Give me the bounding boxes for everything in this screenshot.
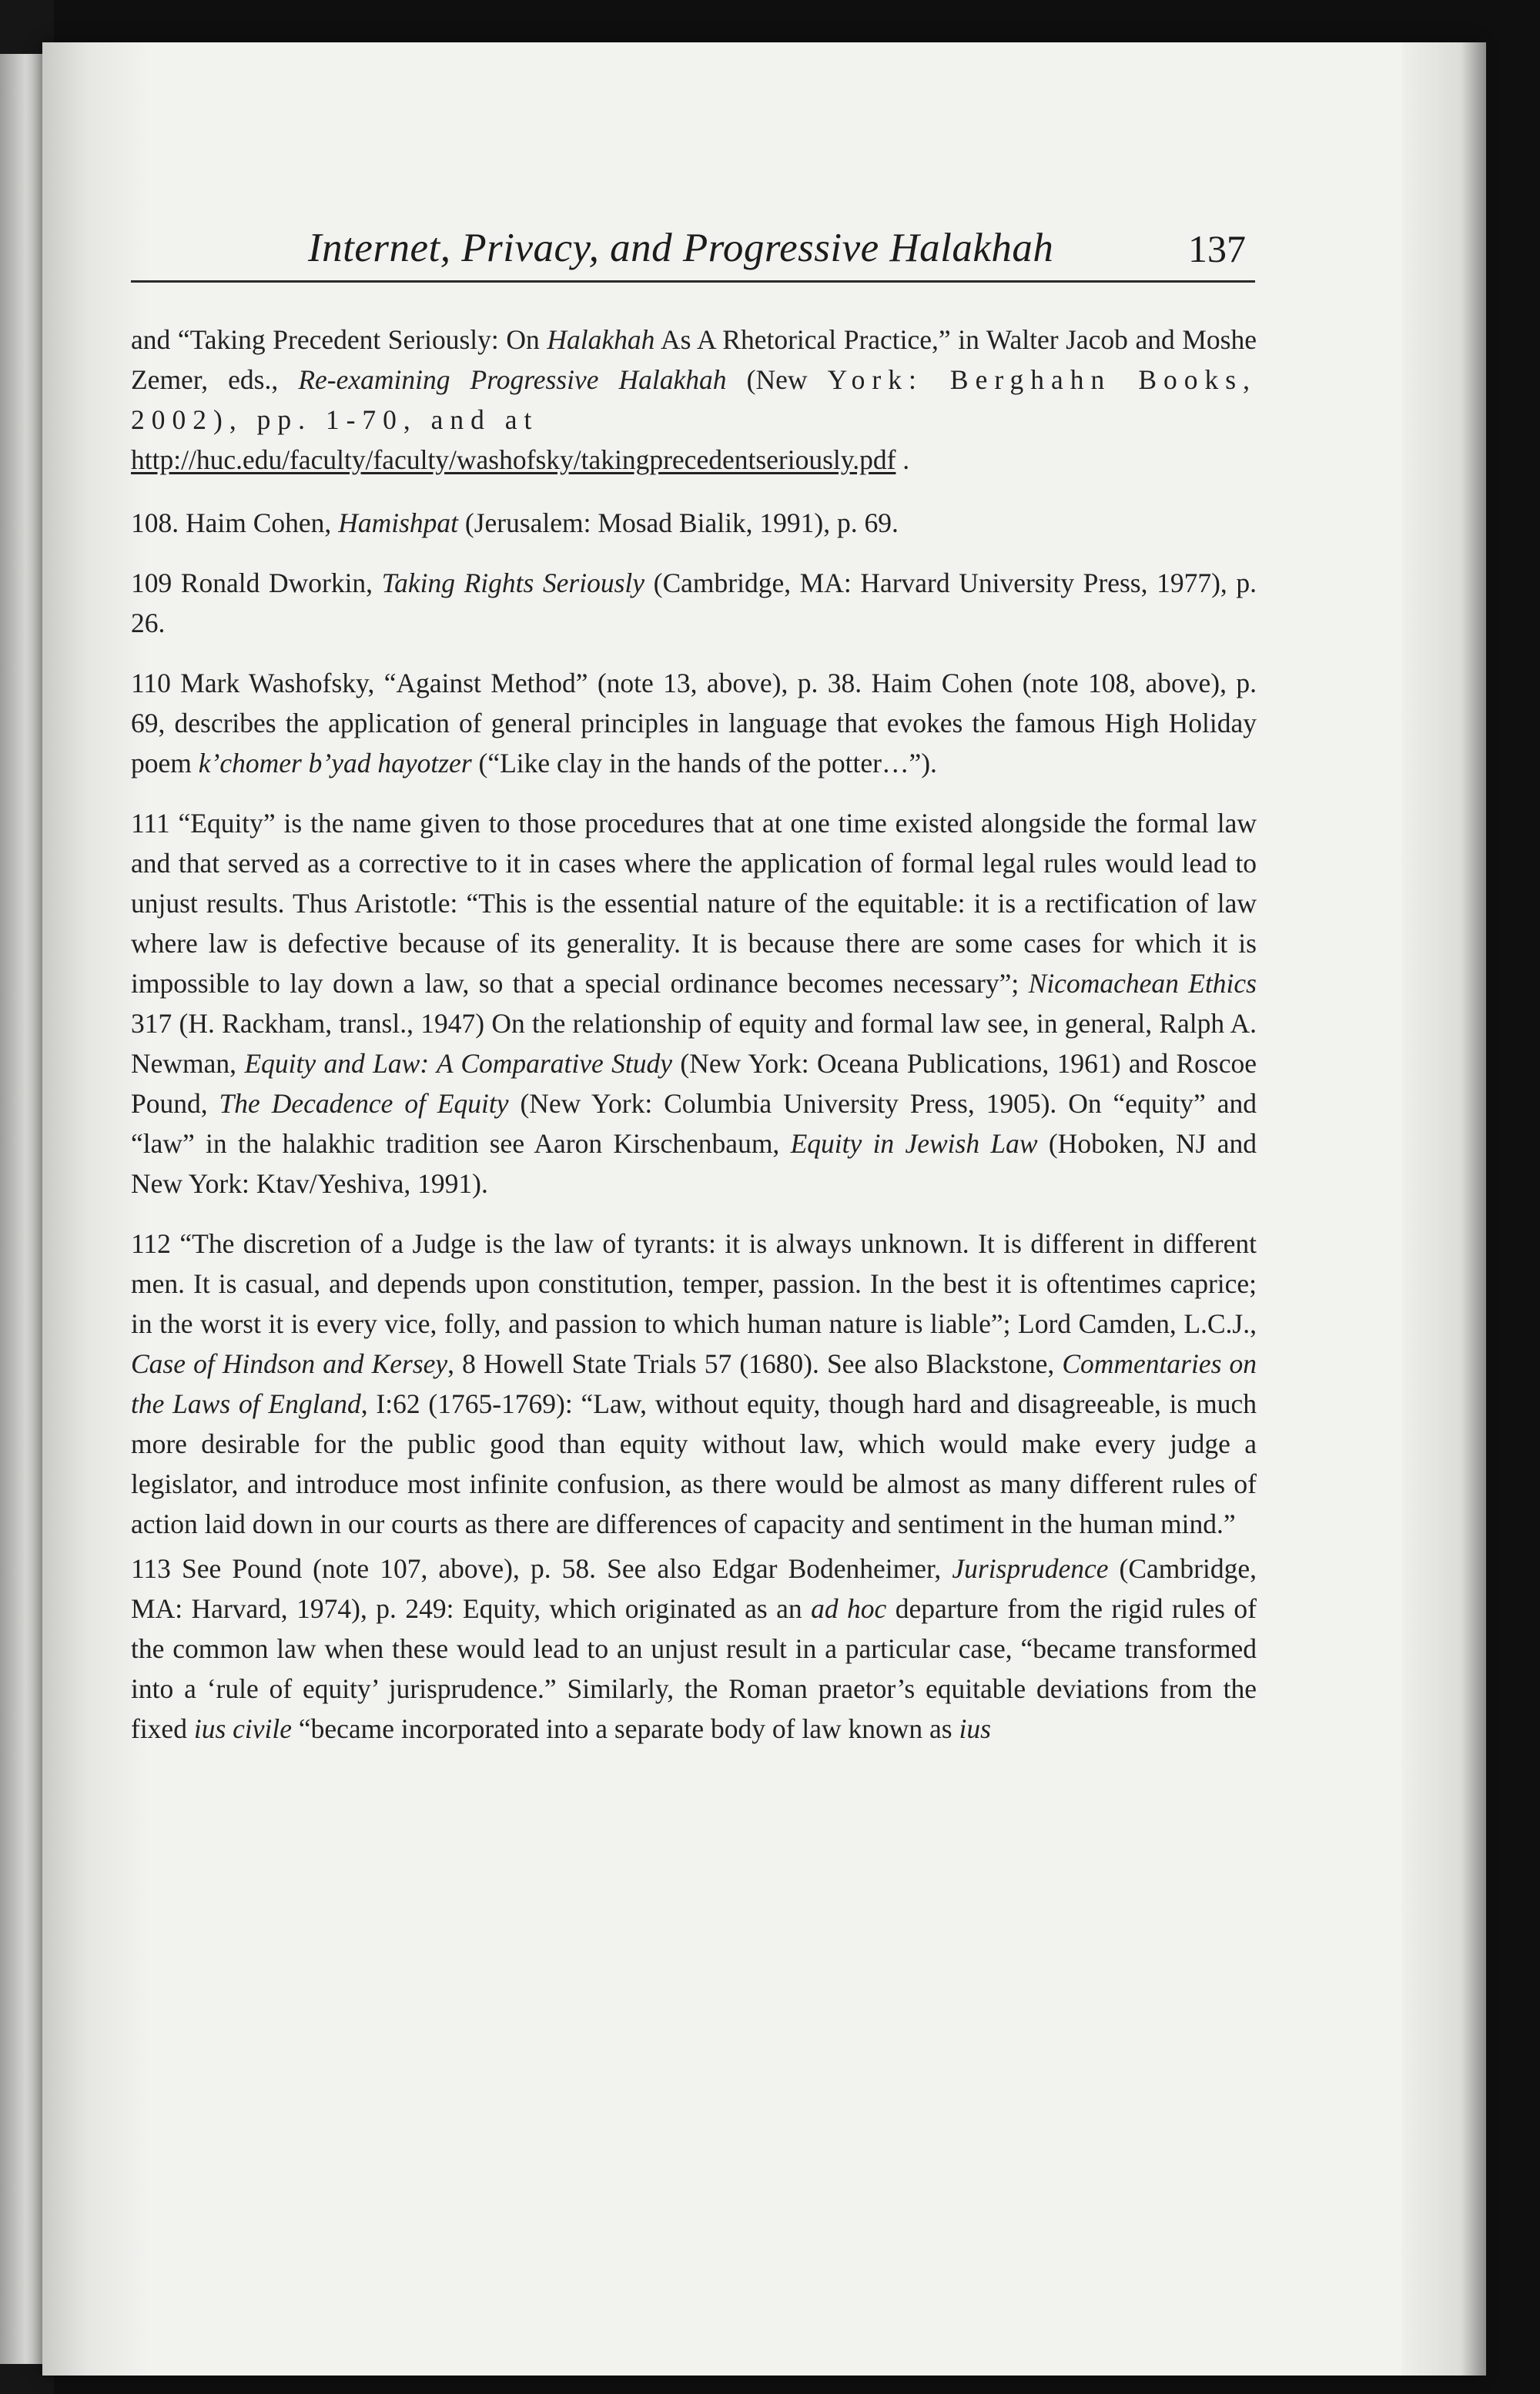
page-header [131,225,1255,283]
text-run: York: Berghahn Books, 2002), pp. 1-70, and at [131,364,1257,435]
page-edge-shadow [1401,42,1486,2376]
text-run: (Hoboken, NJ and New York: Ktav/Yeshiva, 1991). [131,1128,1257,1199]
italic-run: k’chomer b’yad hayotzer [198,748,472,778]
italic-run: ad hoc [811,1593,887,1624]
italic-run: ius civile [193,1713,292,1744]
text-run: 109 Ronald Dworkin, [131,568,382,598]
text-run: (“Like clay in the hands of the potter…”). [471,748,937,778]
text-run: . [896,444,910,475]
note-107-continued [131,320,1257,480]
note-111 [131,803,1257,1204]
note-108 [131,503,1257,543]
note-113 [131,1549,1257,1749]
text-run: 113 See Pound (note 107, above), p. 58. See also Edgar Bodenheimer, [131,1553,952,1584]
italic-run: Hamishpat [338,507,459,538]
italic-run: Case of Hindson and Kersey [131,1348,448,1379]
text-run: (New York: Columbia University Press, 1905). On “equity” and “law” in the halakhic tradition see Aaron Kirschenbaum, [131,1088,1257,1159]
italic-run: The Decadence of Equity [219,1088,509,1119]
italic-run: Jurisprudence [952,1553,1109,1584]
endnotes-body [131,320,1257,1769]
text-run: and “Taking Precedent Seriously: On [131,324,547,355]
italic-run: ius [959,1713,991,1744]
note-109 [131,563,1257,643]
italic-run: Re-examining Progressive Halakhah [298,364,727,395]
italic-run: Halakhah [547,324,655,355]
note-110 [131,663,1257,783]
text-run: , 8 Howell State Trials 57 (1680). See also Blackstone, [447,1348,1063,1379]
text-run: (New [726,364,828,395]
note-112 [131,1224,1257,1544]
text-run: (Jerusalem: Mosad Bialik, 1991), p. 69. [458,507,899,538]
text-run: 108. Haim Cohen, [131,507,339,538]
running-head-title: Internet, Privacy, and Progressive Halakhah [308,226,1054,270]
italic-run: Equity in Jewish Law [790,1128,1038,1159]
text-run: (Cambridge, MA: Harvard University Press, 1977), p. 26. [131,568,1257,638]
previous-page-edge [0,54,42,2364]
text-run: 112 “The discretion of a Judge is the law of tyrants: it is always unknown. It is different in different men. It is casual, and depends upon constitution, temper, passion. In the best it is oftentimes caprice; in the worst it is every vice, folly, and passion to which human nature is liable”; Lord Camden, L.C.J., [131,1228,1257,1339]
text-run: 111 “Equity” is the name given to those procedures that at one time existed alongside the formal law and that served as a corrective to it in cases where the application of formal legal rules would lead to unjust results. Thus Aristotle: “This is the essential nature of the equitable: it is a rectification of law where law is defective because of its generality. It is because there are some cases for which it is impossible to lay down a law, so that a special ordinance becomes necessary”; [131,808,1257,999]
text-run: (New York: Oceana Publications, 1961) and Roscoe Pound, [131,1048,1257,1119]
italic-run: Nicomachean Ethics [1028,968,1257,999]
text-run: departure from the rigid rules of the common law when these would lead to an unjust result in a particular case, “became transformed into a ‘rule of equity’ jurisprudence.” Similarly, the Roman praetor’s equitable deviations from the fixed [131,1593,1257,1744]
text-run: (Cambridge, MA: Harvard, 1974), p. 249: Equity, which originated as an [131,1553,1257,1624]
italic-run: Equity and Law: A Comparative Study [244,1048,672,1079]
page-number: 137 [1188,227,1246,270]
takingprecedent-pdf-link[interactable]: http://huc.edu/faculty/faculty/washofsky/takingprecedentseriously.pdf [131,444,896,475]
italic-run: Taking Rights Seriously [381,568,645,598]
italic-run: Commentaries on the Laws of England [131,1348,1257,1419]
text-run: As A Rhetorical Practice,” in Walter Jacob and Moshe Zemer, eds., [131,324,1257,395]
text-run: “became incorporated into a separate body of law known as [292,1713,959,1744]
text-run: 110 Mark Washofsky, “Against Method” (note 13, above), p. 38. Haim Cohen (note 108, above), p. 69, describes the application of general principles in language that evokes the famous High Holiday poem [131,668,1257,778]
text-run: 317 (H. Rackham, transl., 1947) On the relationship of equity and formal law see, in general, Ralph A. Newman, [131,1008,1257,1079]
text-run: , I:62 (1765-1769): “Law, without equity, though hard and disagreeable, is much more desirable for the public good than equity without law, which would make every judge a legislator, and introduce most infinite confusion, as there would be almost as many different rules of action laid down in our courts as there are differences of capacity and sentiment in the human mind.” [131,1388,1257,1539]
